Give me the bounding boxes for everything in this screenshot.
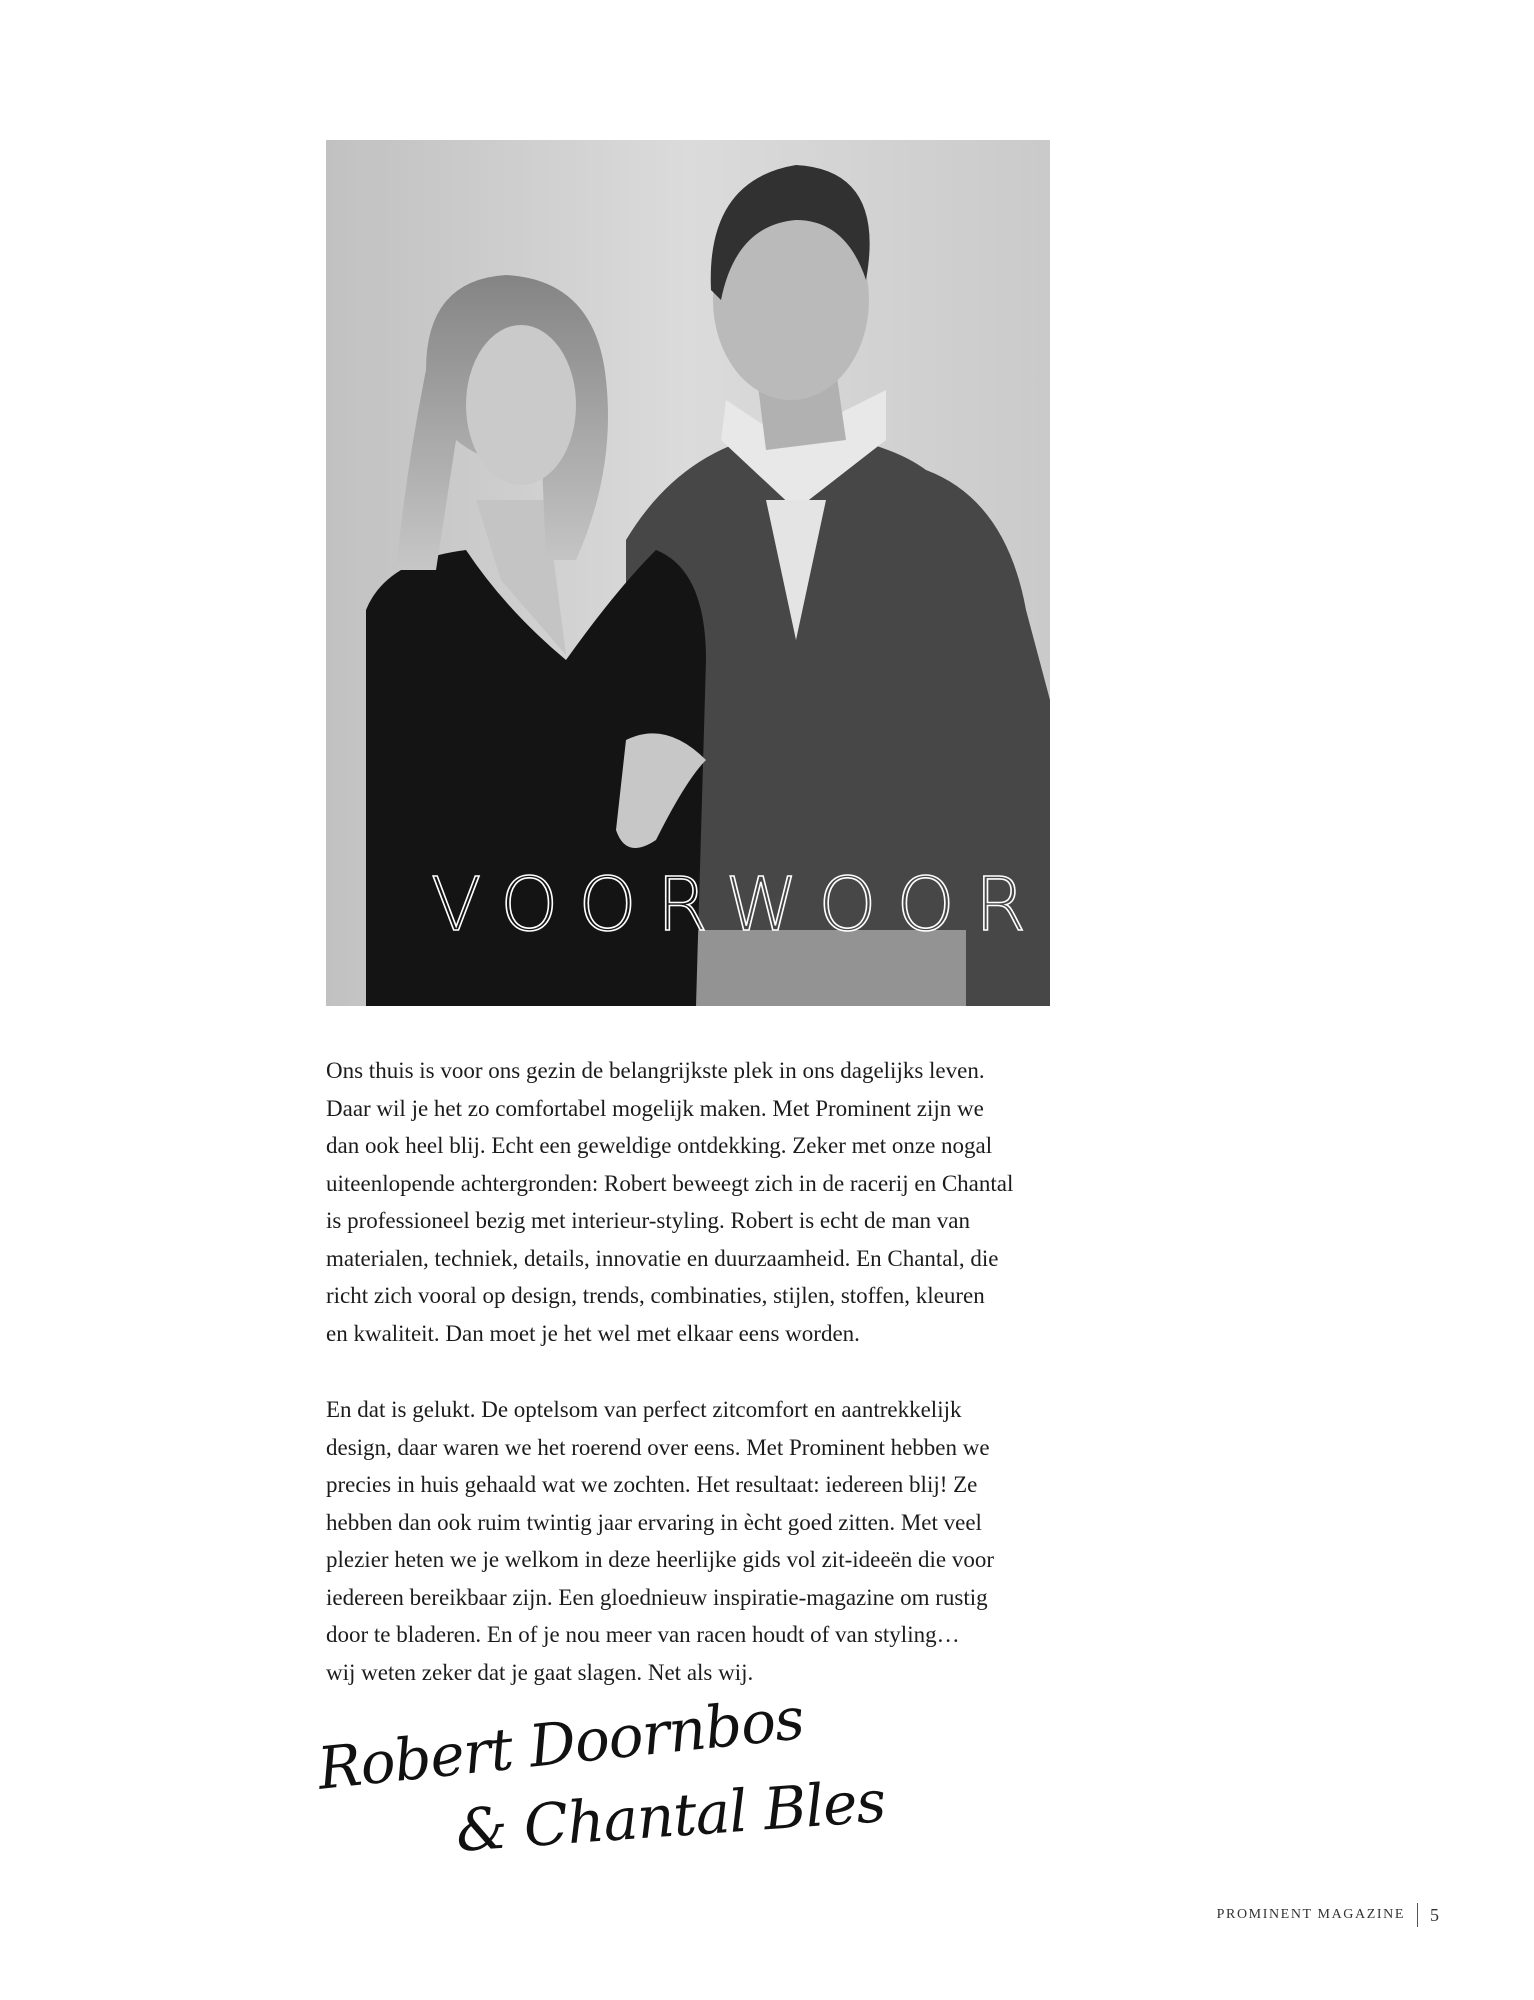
text-line: is professioneel bezig met interieur-styling. Robert is echt de man van: [326, 1208, 970, 1233]
article-title: VOORWOORD: [430, 862, 1124, 948]
text-line: en kwaliteit. Dan moet je het wel met elkaar eens worden.: [326, 1320, 860, 1346]
paragraph-1: [326, 1052, 1062, 1352]
text-line: dan ook heel blij. Echt een geweldige ontdekking. Zeker met onze nogal: [326, 1133, 993, 1158]
magazine-name: PROMINENT MAGAZINE: [1216, 1907, 1405, 1922]
footer-divider: [1417, 1903, 1418, 1927]
text-line: plezier heten we je welkom in deze heerlijke gids vol zit-ideeën die voor: [326, 1547, 995, 1572]
text-line: hebben dan ook ruim twintig jaar ervaring in ècht goed zitten. Met veel: [326, 1509, 982, 1535]
text-line: precies in huis gehaald wat we zochten. Het resultaat: iedereen blij! Ze: [326, 1472, 978, 1497]
text-line: Daar wil je het zo comfortabel mogelijk maken. Met Prominent zijn we: [326, 1095, 984, 1121]
text-line: materialen, techniek, details, innovatie en duurzaamheid. En Chantal, die: [326, 1245, 999, 1271]
paragraph-2: [326, 1391, 1062, 1691]
text-line: iedereen bereikbaar zijn. Een gloednieuw inspiratie-magazine om rustig: [326, 1584, 988, 1610]
signature-line-2: & Chantal Bles: [453, 1767, 888, 1865]
text-line: wij weten zeker dat je gaat slagen. Net als wij.: [326, 1659, 754, 1685]
text-line: Ons thuis is voor ons gezin de belangrijkste plek in ons dagelijks leven.: [326, 1058, 985, 1083]
text-line: design, daar waren we het roerend over eens. Met Prominent hebben we: [326, 1434, 990, 1460]
text-line: richt zich vooral op design, trends, combinaties, stijlen, stoffen, kleuren: [326, 1283, 985, 1308]
text-line: door te bladeren. En of je nou meer van racen houdt of van styling…: [326, 1622, 960, 1647]
page-number: 5: [1430, 1904, 1439, 1925]
text-line: En dat is gelukt. De optelsom van perfect zitcomfort en aantrekkelijk: [326, 1397, 962, 1422]
signature-line-1: Robert Doornbos: [314, 1684, 807, 1803]
signature: [314, 1684, 888, 1885]
text-line: uiteenlopende achtergronden: Robert beweegt zich in de racerij en Chantal: [326, 1170, 1014, 1196]
page-footer: [1217, 1903, 1439, 1927]
